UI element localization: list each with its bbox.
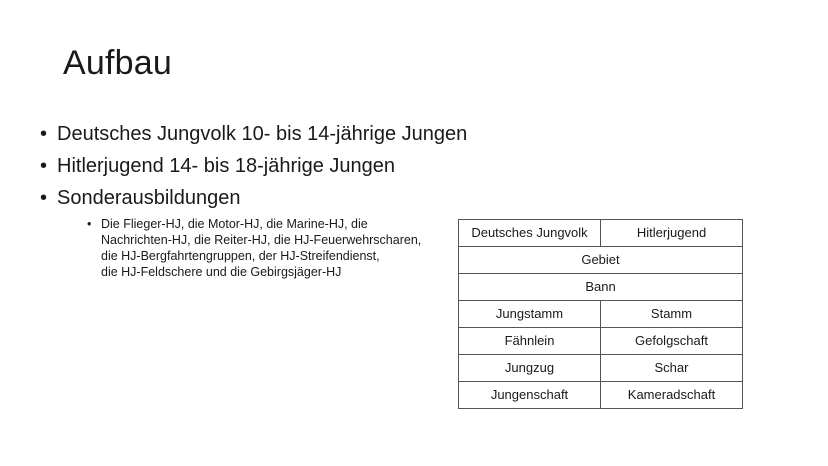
bullet-text: Sonderausbildungen — [57, 187, 241, 209]
bullet-text: Hitlerjugend 14- bis 18-jährige Jungen — [57, 155, 395, 177]
bullet-dot-icon: • — [40, 187, 48, 209]
table-row — [459, 274, 743, 301]
table-cell: Gefolgschaft — [601, 328, 743, 355]
sub-bullet-item — [87, 216, 467, 280]
table-row — [459, 355, 743, 382]
table-row — [459, 382, 743, 409]
table-cell-merged: Bann — [459, 274, 743, 301]
bullet-item — [40, 182, 467, 280]
bullet-text: Deutsches Jungvolk 10- bis 14-jährige Jungen — [57, 123, 468, 145]
table-row — [459, 328, 743, 355]
rank-table — [458, 219, 743, 409]
bullet-item — [40, 150, 467, 182]
table-cell: Jungenschaft — [459, 382, 601, 409]
table-row — [459, 301, 743, 328]
table-cell: Kameradschaft — [601, 382, 743, 409]
sub-bullet-line: die HJ-Feldschere und die Gebirgsjäger-HJ — [101, 265, 342, 279]
table-cell-merged: Gebiet — [459, 247, 743, 274]
sub-bullet-line: die HJ-Bergfahrtengruppen, der HJ-Streifendienst, — [101, 249, 380, 263]
table-cell: Stamm — [601, 301, 743, 328]
bullet-dot-icon: • — [40, 155, 48, 177]
table-row — [459, 220, 743, 247]
table-cell: Jungstamm — [459, 301, 601, 328]
sub-bullet-line: Nachrichten-HJ, die Reiter-HJ, die HJ-Feuerwehrscharen, — [101, 233, 422, 247]
table-cell: Deutsches Jungvolk — [459, 220, 601, 247]
table-cell: Schar — [601, 355, 743, 382]
table-row — [459, 247, 743, 274]
sub-bullet-list — [87, 216, 467, 280]
sub-bullet-line: Die Flieger-HJ, die Motor-HJ, die Marine-HJ, die — [101, 217, 368, 231]
bullet-list — [40, 118, 467, 280]
table-cell: Fähnlein — [459, 328, 601, 355]
bullet-dot-icon: • — [87, 217, 92, 231]
table-cell: Jungzug — [459, 355, 601, 382]
slide-title: Aufbau — [63, 44, 172, 82]
bullet-item — [40, 118, 467, 150]
table-cell: Hitlerjugend — [601, 220, 743, 247]
bullet-dot-icon: • — [40, 123, 48, 145]
